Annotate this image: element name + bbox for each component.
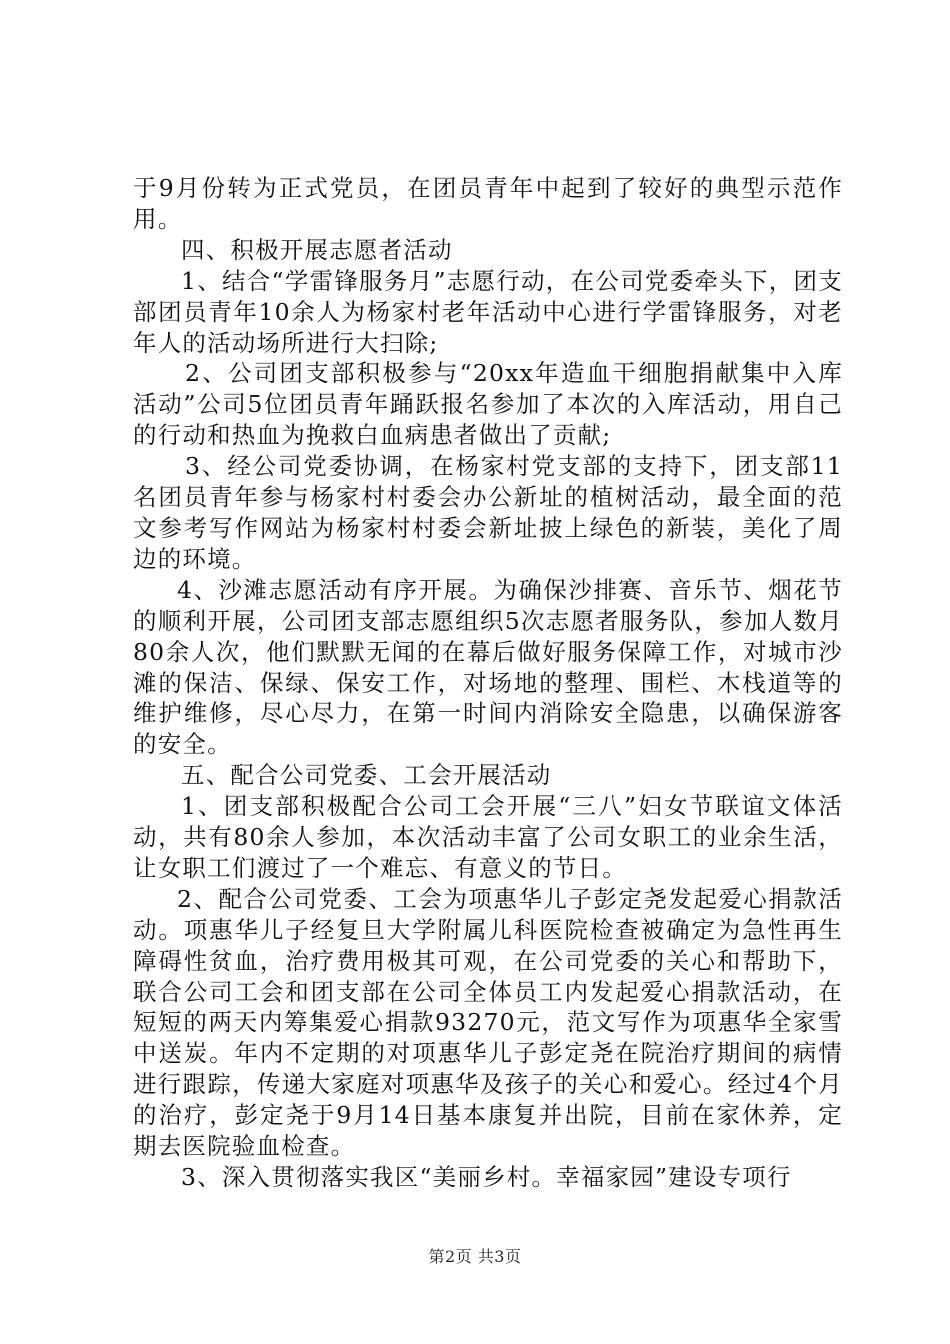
paragraph-item-5-3: 3、深入贯彻落实我区“美丽乡村。幸福家园”建设专项行	[181, 1163, 792, 1191]
paragraph-item-4-1: 1、结合“学雷锋服务月”志愿行动，在公司党委牵头下，团支部团员青年10余人为杨家村老年活动中心进行学雷锋服务，对老年人的活动场所进行大扫除;	[133, 266, 843, 357]
paragraph-continuation: 于9月份转为正式党员，在团员青年中起到了较好的典型示范作用。	[133, 174, 843, 233]
section-heading-4: 四、积极开展志愿者活动	[181, 235, 453, 264]
paragraph-item-5-2: 2、配合公司党委、工会为项惠华儿子彭定尧发起爱心捐款活动。项惠华儿子经复旦大学附属儿科医院检查被确定为急性再生障碍性贫血，治疗费用极其可观，在公司党委的关心和帮助下，联合公司工会和团支部在公司全体员工内发起爱心捐款活动，在短短的两天内筹集爱心捐款93270元，范文写作为项惠华全家雪中送炭。年内不定期的对项惠华儿子彭定尧在院治疗期间的病情进行跟踪，传递大家庭对项惠华及孩子的关心和爱心。经过4个月的治疗，彭定尧于9月14日基本康复并出院，目前在家休养，定期去医院验血检查。	[133, 884, 843, 1161]
page-footer: 第2页 共3页	[428, 1247, 522, 1266]
paragraph-item-4-2: 2、公司团支部积极参与“20xx年造血干细胞捐献集中入库活动”公司5位团员青年踊跃报名参加了本次的入库活动，用自己的行动和热血为挽救白血病患者做出了贡献;	[133, 359, 843, 450]
paragraph-item-4-4: 4、沙滩志愿活动有序开展。为确保沙排赛、音乐节、烟花节的顺利开展，公司团支部志愿组织5次志愿者服务队，参加人数月80余人次，他们默默无闻的在幕后做好服务保障工作，对城市沙滩的保洁、保绿、保安工作，对场地的整理、围栏、木栈道等的维护维修，尽心尽力，在第一时间内消除安全隐患，以确保游客的安全。	[133, 575, 843, 759]
paragraph-item-5-1: 1、团支部积极配合公司工会开展“三八”妇女节联谊文体活动，共有80余人参加，本次活动丰富了公司女职工的业余生活，让女职工们渡过了一个难忘、有意义的节日。	[133, 792, 843, 882]
paragraph-item-4-3: 3、经公司党委协调，在杨家村党支部的支持下，团支部11名团员青年参与杨家村村委会办公新址的植树活动，最全面的范文参考写作网站为杨家村村委会新址披上绿色的新装，美化了周边的环境。	[133, 452, 843, 573]
section-heading-5: 五、配合公司党委、工会开展活动	[181, 761, 552, 790]
document-body	[133, 173, 843, 1193]
